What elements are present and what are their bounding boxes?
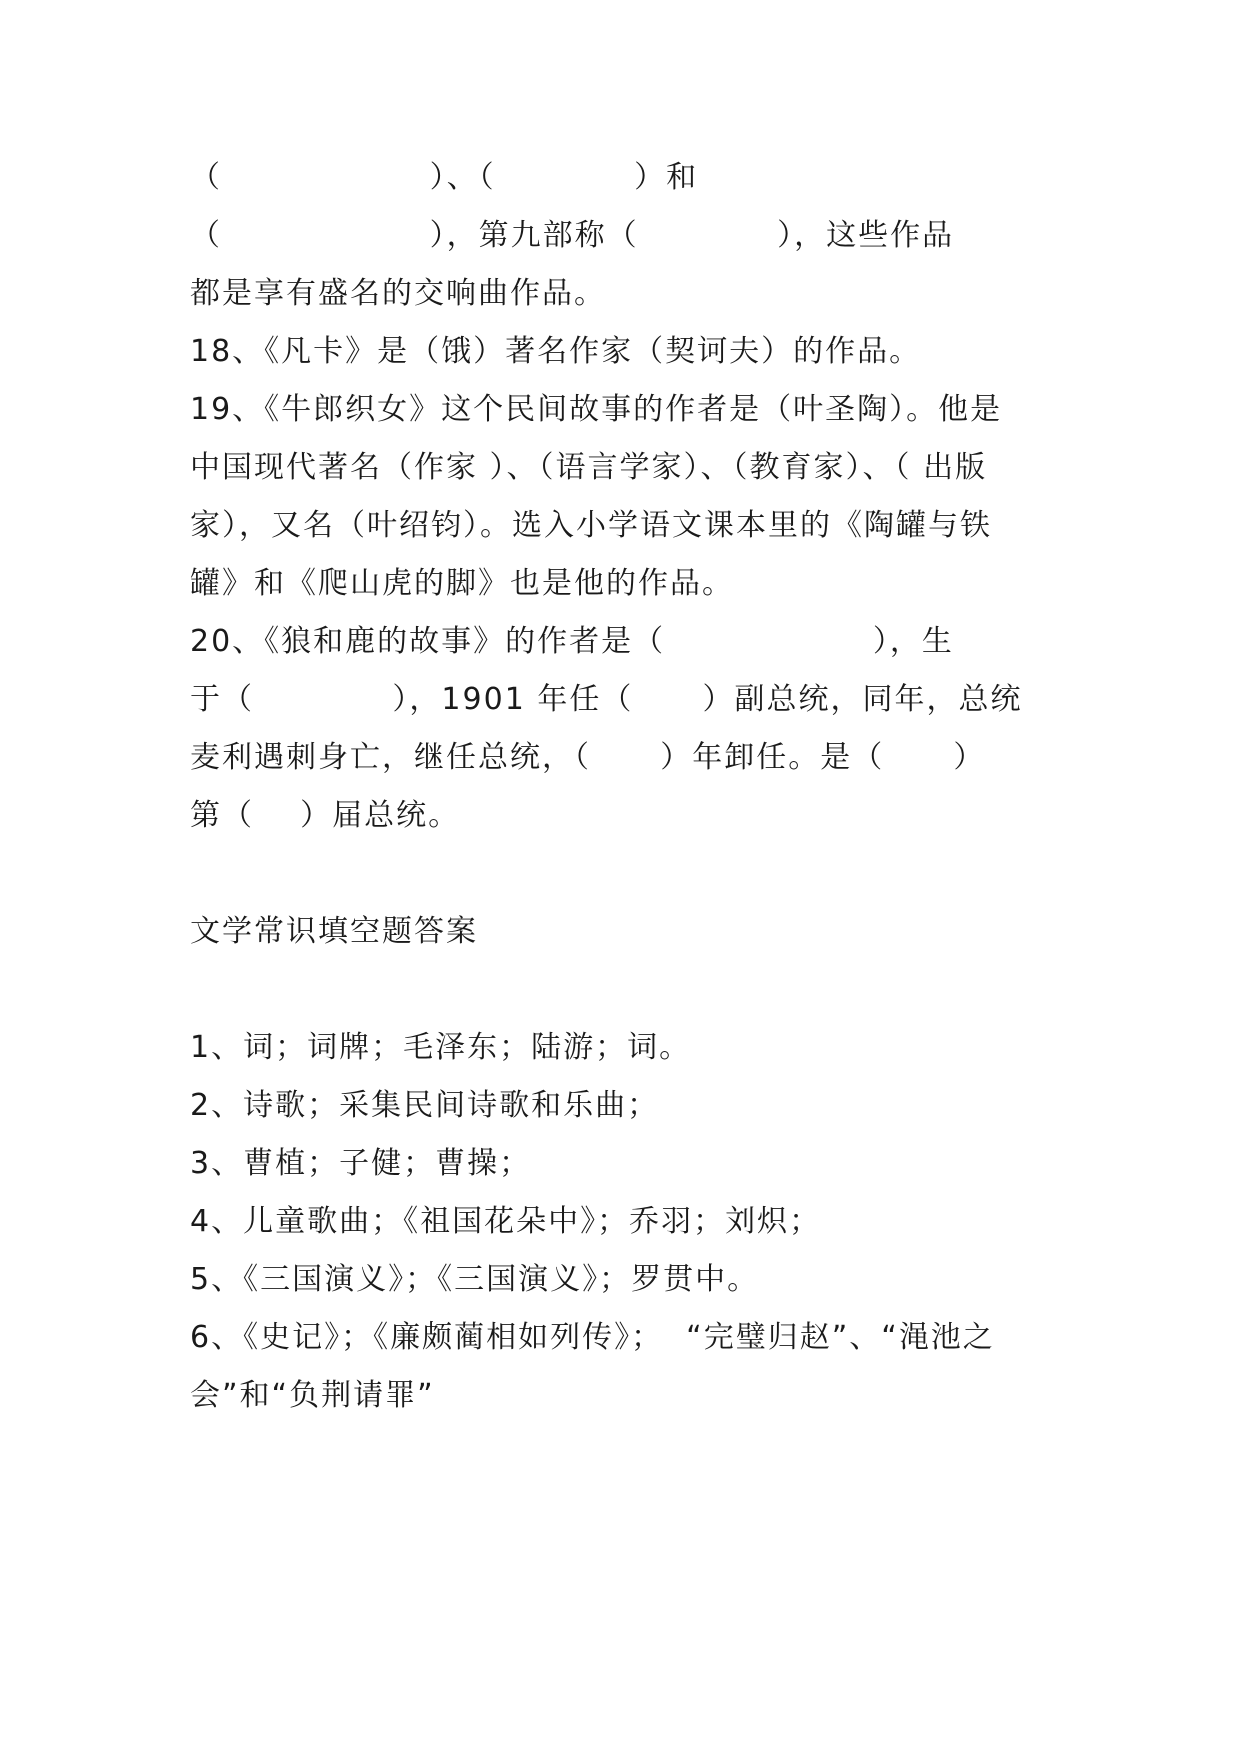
- question-line: 罐》和《爬山虎的脚》也是他的作品。: [190, 566, 734, 601]
- answer-line: 6、《史记》；《廉颇蔺相如列传》； “完璧归赵”、“渑池之: [190, 1320, 995, 1355]
- question-line: （ ）、（ ）和: [190, 160, 699, 195]
- question-line: 18、《凡卡》是（饿）著名作家（契诃夫）的作品。: [190, 334, 922, 369]
- question-line: 麦利遇刺身亡，继任总统，（ ）年卸任。是（ ）: [190, 740, 986, 775]
- answer-line: 4、儿童歌曲；《祖国花朵中》；乔羽；刘炽；: [190, 1204, 822, 1239]
- answers-heading: 文学常识填空题答案: [190, 914, 478, 949]
- question-line: 19、《牛郎织女》这个民间故事的作者是（叶圣陶）。他是: [190, 392, 1003, 427]
- question-line: 于（ ），1901 年任（ ）副总统，同年，总统: [190, 682, 1023, 717]
- question-line: （ ），第九部称（ ），这些作品: [190, 218, 955, 253]
- answer-line: 5、《三国演义》；《三国演义》；罗贯中。: [190, 1262, 760, 1297]
- answer-line: 3、曹植；子健；曹操；: [190, 1146, 532, 1181]
- question-line: 中国现代著名（作家 ）、（语言学家）、（教育家）、（ 出版: [190, 450, 988, 485]
- question-line: 家），又名（叶绍钧）。选入小学语文课本里的《陶罐与铁: [190, 508, 992, 543]
- question-line: 20、《狼和鹿的故事》的作者是（ ），生: [190, 624, 954, 659]
- answer-line: 2、诗歌；采集民间诗歌和乐曲；: [190, 1088, 660, 1123]
- answer-line: 会”和“负荆请罪”: [190, 1378, 435, 1413]
- answer-line: 1、词；词牌；毛泽东；陆游；词。: [190, 1030, 692, 1065]
- question-line: 都是享有盛名的交响曲作品。: [190, 276, 606, 311]
- question-line: 第（ ）届总统。: [190, 798, 461, 833]
